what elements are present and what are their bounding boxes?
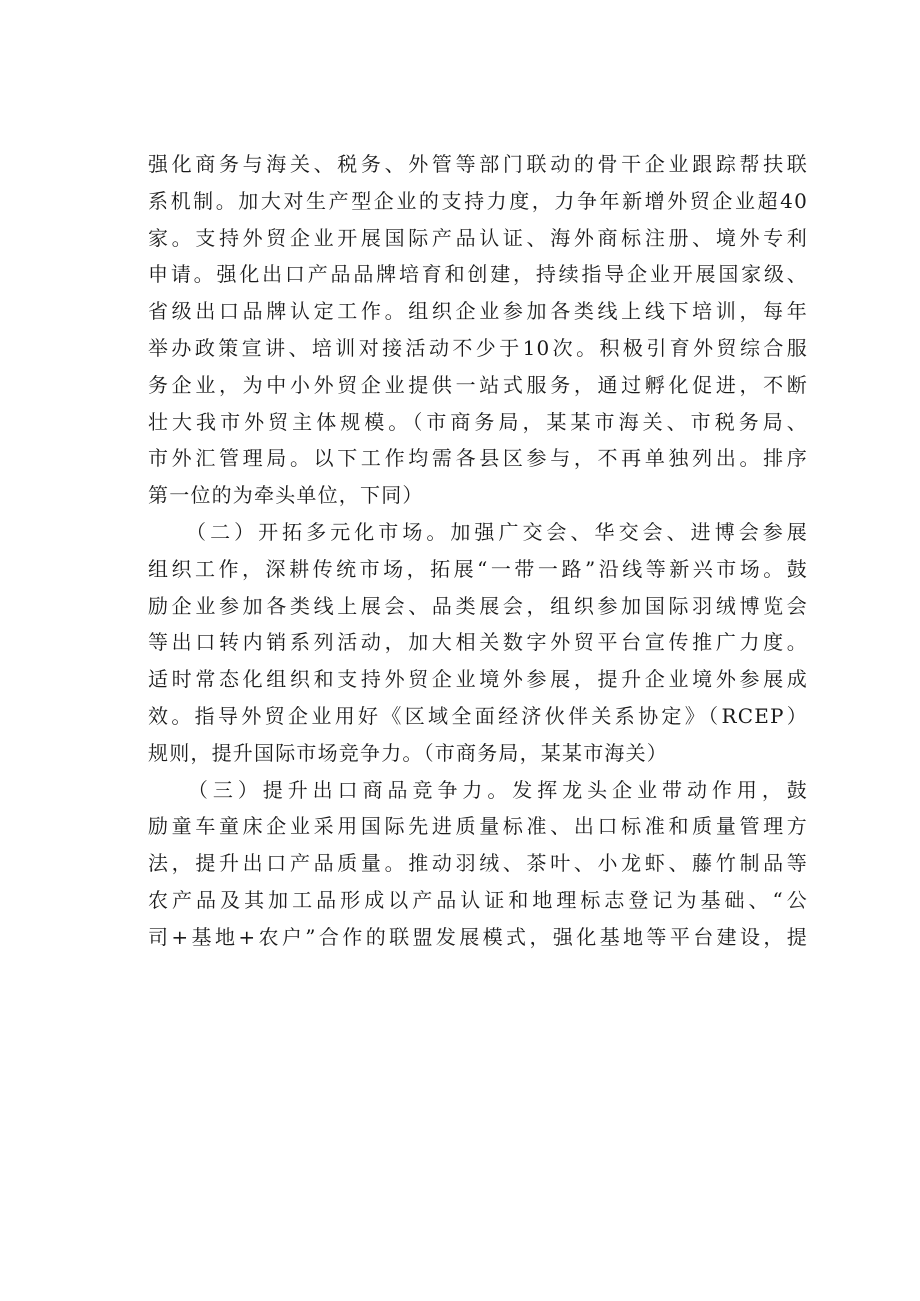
text-line: 举办政策宣讲、培训对接活动不少于10次。积极引育外贸综合服 bbox=[148, 335, 808, 360]
text-line: 司+基地+农户”合作的联盟发展模式，强化基地等平台建设，提 bbox=[148, 924, 808, 949]
text-line: 系机制。加大对生产型企业的支持力度，力争年新增外贸企业超40 bbox=[148, 188, 808, 213]
text-line: 适时常态化组织和支持外贸企业境外参展，提升企业境外参展成 bbox=[148, 667, 808, 692]
text-line: 壮大我市外贸主体规模。（市商务局，某某市海关、市税务局、 bbox=[148, 409, 808, 434]
text-line: 励童车童床企业采用国际先进质量标准、出口标准和质量管理方 bbox=[148, 814, 808, 839]
text-line: 等出口转内销系列活动，加大相关数字外贸平台宣传推广力度。 bbox=[148, 630, 808, 655]
text-line: （二）开拓多元化市场。加强广交会、华交会、进博会参展 bbox=[148, 519, 808, 544]
text-line: 组织工作，深耕传统市场，拓展“一带一路”沿线等新兴市场。鼓 bbox=[148, 556, 808, 581]
text-line: 法，提升出口产品质量。推动羽绒、茶叶、小龙虾、藤竹制品等 bbox=[148, 851, 808, 876]
text-line: 效。指导外贸企业用好《区域全面经济伙伴关系协定》（RCEP） bbox=[148, 703, 808, 728]
text-line: 申请。强化出口产品品牌培育和创建，持续指导企业开展国家级、 bbox=[148, 262, 808, 287]
text-line: 强化商务与海关、税务、外管等部门联动的骨干企业跟踪帮扶联 bbox=[148, 152, 808, 176]
text-line: 家。支持外贸企业开展国际产品认证、海外商标注册、境外专利 bbox=[148, 225, 808, 250]
text-line: 第一位的为牵头单位，下同） bbox=[148, 483, 424, 508]
text-line: （三）提升出口商品竞争力。发挥龙头企业带动作用，鼓 bbox=[148, 777, 808, 802]
text-line: 规则，提升国际市场竞争力。（市商务局，某某市海关） bbox=[148, 740, 668, 765]
text-line: 励企业参加各类线上展会、品类展会，组织参加国际羽绒博览会 bbox=[148, 593, 808, 618]
text-line: 农产品及其加工品形成以产品认证和地理标志登记为基础、“公 bbox=[148, 887, 808, 912]
text-line: 省级出口品牌认定工作。组织企业参加各类线上线下培训，每年 bbox=[148, 299, 808, 324]
text-line: 市外汇管理局。以下工作均需各县区参与，不再单独列出。排序 bbox=[148, 446, 808, 471]
text-line: 务企业，为中小外贸企业提供一站式服务，通过孵化促进，不断 bbox=[148, 372, 808, 397]
body-text bbox=[148, 146, 808, 956]
